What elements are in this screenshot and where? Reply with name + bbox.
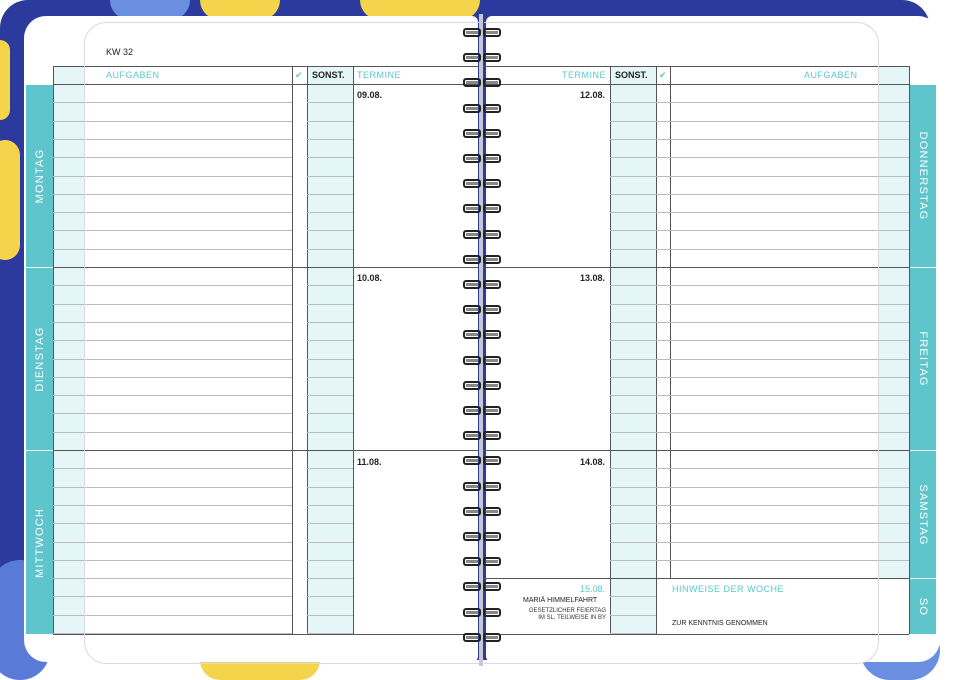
spiral-ring (463, 381, 501, 390)
spiral-ring (463, 456, 501, 465)
date-friday: 13.08. (580, 273, 606, 283)
spiral-ring (463, 330, 501, 339)
spiral-ring (463, 507, 501, 516)
spiral-ring (463, 431, 501, 440)
holiday-note-line1: GESETZLICHER FEIERTAG (528, 608, 606, 614)
day-tab-sunday: SO (909, 579, 936, 634)
spiral-ring (463, 104, 501, 113)
spiral-ring (463, 557, 501, 566)
date-sunday: 15.08. (580, 584, 606, 594)
date-thursday: 12.08. (580, 90, 606, 100)
spiral-ring (463, 179, 501, 188)
date-monday: 09.08. (357, 90, 383, 100)
notes-title: HINWEISE DER WOCHE (672, 584, 785, 594)
spiral-ring (463, 406, 501, 415)
left-cover-card (84, 22, 479, 664)
day-tab-tuesday: DIENSTAG (26, 268, 53, 450)
left-header-other: SONST. (312, 70, 345, 80)
spiral-ring (463, 280, 501, 289)
spiral-ring (463, 204, 501, 213)
spiral-ring (463, 154, 501, 163)
left-header-tasks: AUFGABEN (106, 70, 160, 80)
right-header-tasks: AUFGABEN (804, 70, 858, 80)
spiral-ring (463, 28, 501, 37)
day-tab-monday: MONTAG (26, 85, 53, 267)
holiday-name: MARIÄ HIMMELFAHRT (523, 597, 598, 604)
left-header-appointments: TERMINE (357, 70, 401, 80)
right-header-other: SONST. (615, 70, 648, 80)
spiral-ring (463, 255, 501, 264)
day-tab-saturday: SAMSTAG (909, 451, 936, 578)
day-tab-thursday: DONNERSTAG (909, 85, 936, 267)
spiral-ring (463, 53, 501, 62)
spiral-ring (463, 305, 501, 314)
spiral-ring (463, 532, 501, 541)
right-cover-card (484, 22, 879, 664)
date-saturday: 14.08. (580, 457, 606, 467)
notes-footer: ZUR KENNTNIS GENOMMEN (672, 620, 768, 627)
left-margin-strip (53, 67, 85, 634)
spiral-ring (463, 633, 501, 642)
spiral-ring (463, 608, 501, 617)
spiral-ring (463, 230, 501, 239)
week-label: KW 32 (106, 47, 134, 57)
left-header-check: ✔ (295, 70, 304, 80)
right-header-check: ✔ (659, 70, 668, 80)
date-wednesday: 11.08. (357, 457, 382, 467)
spiral-ring (463, 356, 501, 365)
date-tuesday: 10.08. (357, 273, 383, 283)
holiday-note-line2: IM SL, TEILWEISE IN BY (538, 615, 606, 621)
spiral-ring (463, 129, 501, 138)
spiral-ring (463, 78, 501, 87)
spiral-ring (463, 582, 501, 591)
spiral-ring (463, 482, 501, 491)
day-tab-friday: FREITAG (909, 268, 936, 450)
right-header-appointments: TERMINE (562, 70, 606, 80)
day-tab-wednesday: MITTWOCH (26, 451, 53, 634)
